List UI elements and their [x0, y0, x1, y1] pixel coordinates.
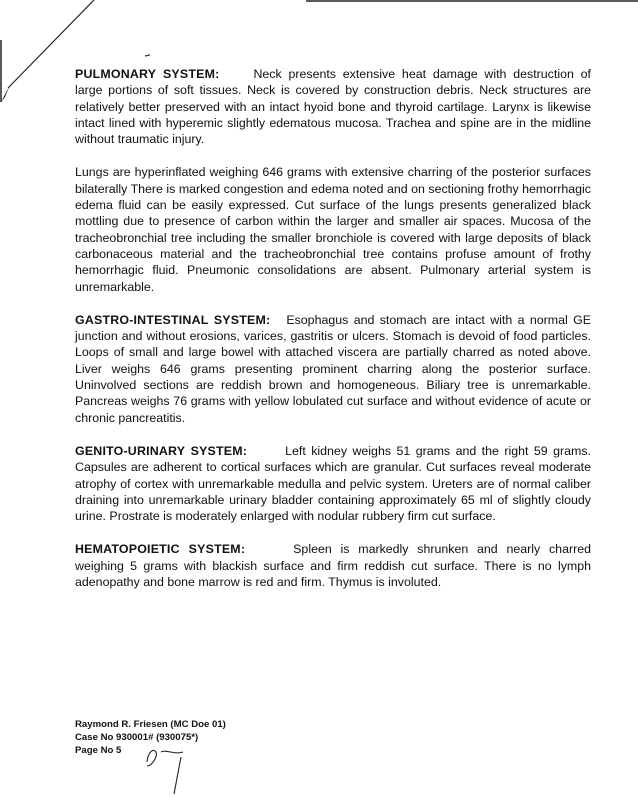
paragraph [75, 312, 591, 426]
scan-speck [145, 55, 150, 56]
section-gastro-intestinal [75, 312, 591, 426]
report-body [75, 66, 591, 607]
footer-name: Raymond R. Friesen (MC Doe 01) [75, 719, 226, 730]
paragraph [75, 66, 591, 147]
section-pulmonary [75, 66, 591, 295]
paragraph [75, 541, 591, 590]
paragraph-text: Esophagus and stomach are intact with a normal GE junction and without erosions, varices, gastritis or ulcers. Stomach is devoid of food particles. Loops of small and large bowel with attached viscera are partially charred as noted above. Liver weighs 646 grams presenting prominent charring along the posterior surface. Uninvolved sections are reddish brown and homogeneous. Biliary tree is unremarkable. Pancreas weighs 76 grams with yellow lobulated cut surface and without evidence of acute or chronic pancreatitis. [75, 312, 591, 425]
paragraph-text: Spleen is markedly shrunken and nearly charred weighing 5 grams with blackish surface and firm reddish cut surface. There is no lymph adenopathy and bone marrow is red and firm. Thymus is involuted. [75, 542, 591, 590]
paragraph: Lungs are hyperinflated weighing 646 grams with extensive charring of the posterior surfaces bilaterally There is marked congestion and edema noted and on sectioning frothy hemorrhagic edema fluid can be easily expressed. Cut surface of the lungs presents generalized black mottling due to presence of carbon within the larger and smaller air spaces. Mucosa of the tracheobronchial tree including the smaller bronchiole is covered with large deposits of black carbonaceous material and the tracheobronchial tree contains profuse amount of frothy hemorrhagic fluid. Pneumonic consolidations are absent. Pulmonary arterial system is unremarkable. [75, 165, 591, 294]
paragraph [75, 443, 591, 524]
corner-fold-mark [1, 85, 10, 102]
paragraph-text: Neck presents extensive heat damage with destruction of large portions of soft tissues. Neck is covered by construction debris. Neck structures are relatively better preserved with an intact hyoid bone and thyroid cartilage. Larynx is likewise intact lined with hyperemic slightly edematous mucosa. Trachea and spine are in the midline without traumatic injury. [75, 67, 591, 147]
paragraph-text: Left kidney weighs 51 grams and the right 59 grams. Capsules are adherent to cortical surfaces which are granular. Cut surfaces reveal moderate atrophy of cortex with unremarkable medulla and pelvic system. Ureters are of normal caliber draining into unremarkable urinary bladder containing approximately 65 ml of slightly cloudy urine. Prostrate is moderately enlarged with nodular rubbery firm cut surface. [75, 443, 591, 524]
case-footer [75, 718, 226, 757]
section-heading: GENITO-URINARY SYSTEM: [75, 443, 248, 458]
section-heading: GASTRO-INTESTINAL SYSTEM: [75, 312, 271, 327]
footer-page-number: Page No 5 [75, 745, 122, 756]
footer-case-number: Case No 930001# (930075*) [75, 732, 199, 743]
section-hematopoietic [75, 541, 591, 590]
section-heading: PULMONARY SYSTEM: [75, 67, 220, 81]
section-heading: HEMATOPOIETIC SYSTEM: [75, 542, 246, 557]
section-genito-urinary [75, 443, 591, 524]
